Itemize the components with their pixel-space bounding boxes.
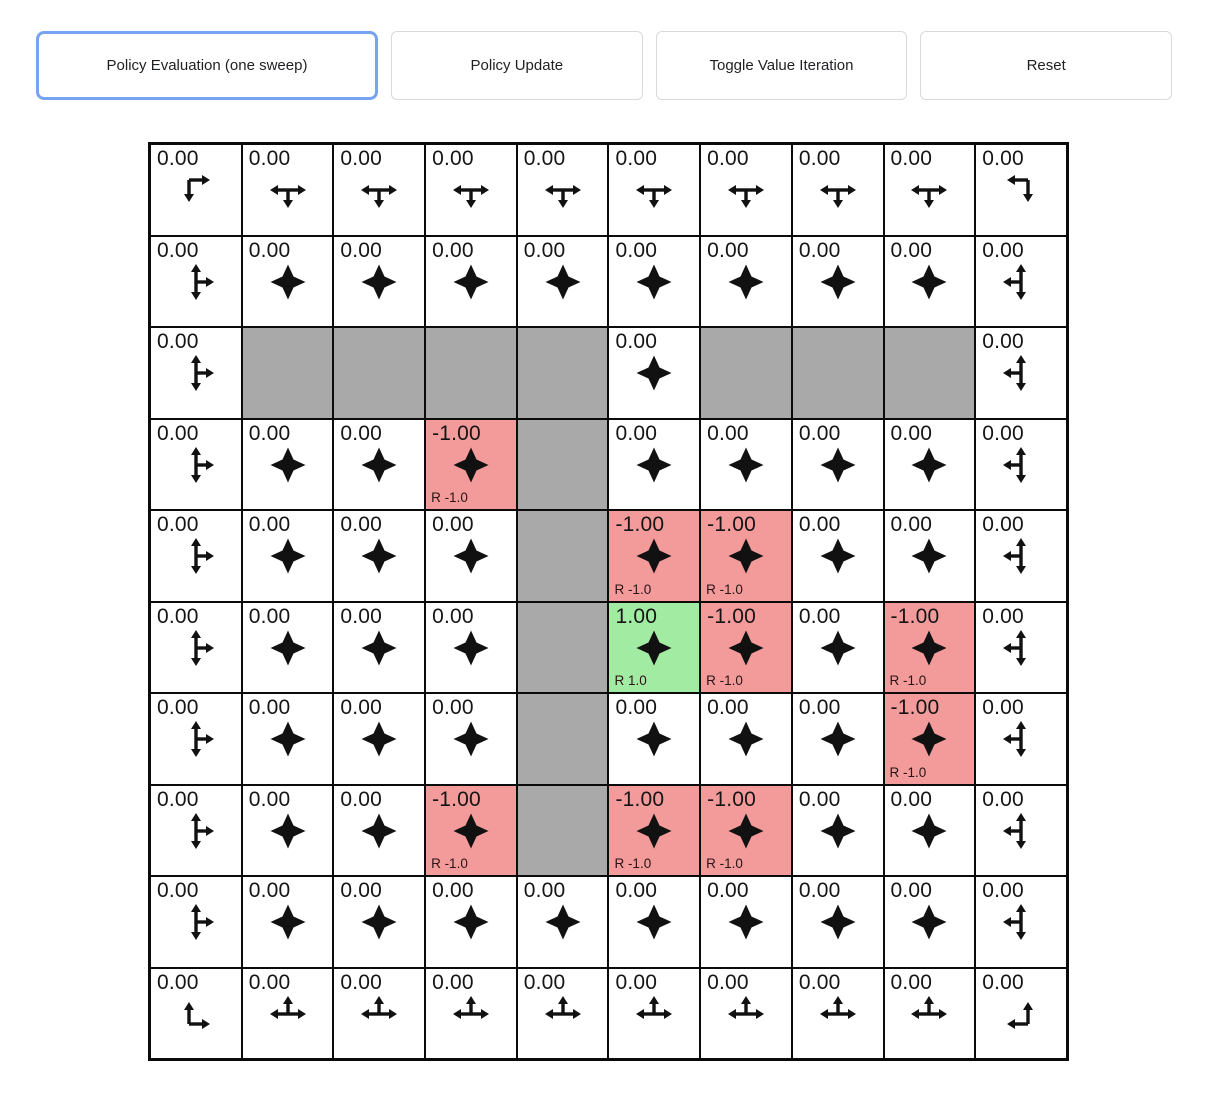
cell-reward: R 1.0 xyxy=(614,673,647,688)
grid-cell[interactable] xyxy=(700,236,792,328)
cell-value: 0.00 xyxy=(798,147,841,170)
wall-cell xyxy=(517,785,609,877)
policy-arrow-icon xyxy=(268,994,308,1034)
grid-cell[interactable] xyxy=(242,693,334,785)
cell-value: 0.00 xyxy=(707,879,749,902)
grid-cell[interactable] xyxy=(700,144,792,236)
cell-value: -1.00 xyxy=(707,513,756,536)
cell-value: -1.00 xyxy=(890,604,940,628)
cell-value: 1.00 xyxy=(615,604,658,628)
grid-cell[interactable] xyxy=(608,236,700,328)
cell-value: 0.00 xyxy=(890,147,933,170)
grid-cell[interactable] xyxy=(608,419,700,511)
grid-cell[interactable] xyxy=(700,785,792,877)
cell-value: 0.00 xyxy=(340,421,383,445)
grid-cell[interactable] xyxy=(792,876,884,968)
grid-cell[interactable] xyxy=(333,236,425,328)
grid-cell[interactable] xyxy=(884,876,976,968)
cell-reward: R -1.0 xyxy=(706,581,743,597)
policy-arrow-icon xyxy=(359,902,399,942)
policy-arrow-icon xyxy=(909,902,949,942)
cell-value: 0.00 xyxy=(982,696,1024,719)
policy-arrow-icon xyxy=(176,628,216,668)
policy-arrow-icon xyxy=(451,902,491,942)
cell-reward: R -1.0 xyxy=(706,856,743,871)
cell-value: -1.00 xyxy=(615,513,665,536)
wall-cell xyxy=(884,327,976,419)
policy-arrow-icon xyxy=(451,811,491,851)
policy-arrow-icon xyxy=(451,262,491,302)
cell-reward: R -1.0 xyxy=(889,673,927,688)
policy-arrow-icon xyxy=(1001,719,1041,759)
cell-value: 0.00 xyxy=(707,147,749,170)
policy-arrow-icon xyxy=(268,536,308,576)
cell-value: 0.00 xyxy=(340,970,383,994)
cell-value: 0.00 xyxy=(798,787,841,811)
grid-cell[interactable] xyxy=(333,968,425,1060)
grid-cell[interactable] xyxy=(608,602,700,694)
grid-cell[interactable] xyxy=(792,144,884,236)
policy-arrow-icon xyxy=(176,811,216,851)
policy-arrow-icon xyxy=(634,902,674,942)
grid-cell[interactable] xyxy=(975,236,1067,328)
grid-cell[interactable] xyxy=(792,785,884,877)
policy-arrow-icon xyxy=(359,445,399,485)
cell-value: -1.00 xyxy=(615,787,665,811)
grid-cell[interactable] xyxy=(884,785,976,877)
grid-cell[interactable] xyxy=(425,144,517,236)
grid-cell[interactable] xyxy=(792,510,884,602)
cell-value: 0.00 xyxy=(982,330,1024,353)
grid-cell[interactable] xyxy=(150,236,242,328)
wall-cell xyxy=(425,327,517,419)
policy-arrow-icon xyxy=(634,170,674,210)
cell-value: 0.00 xyxy=(982,513,1024,536)
policy-arrow-icon xyxy=(634,445,674,485)
cell-value: 0.00 xyxy=(615,696,658,719)
policy-arrow-icon xyxy=(818,811,858,851)
grid-cell[interactable] xyxy=(150,693,242,785)
grid-cell[interactable] xyxy=(792,693,884,785)
policy-arrow-icon xyxy=(634,628,674,668)
cell-value: 0.00 xyxy=(615,330,658,353)
policy-arrow-icon xyxy=(451,719,491,759)
policy-arrow-icon xyxy=(176,353,216,393)
policy-arrow-icon xyxy=(176,170,216,210)
grid-cell[interactable] xyxy=(425,876,517,968)
cell-value: 0.00 xyxy=(340,787,383,811)
grid-cell[interactable] xyxy=(242,419,334,511)
cell-value: 0.00 xyxy=(157,513,199,536)
policy-arrow-icon xyxy=(909,994,949,1034)
cell-value: 0.00 xyxy=(798,696,841,719)
cell-value: 0.00 xyxy=(982,879,1024,902)
grid-cell[interactable] xyxy=(333,785,425,877)
cell-value: 0.00 xyxy=(982,970,1024,994)
policy-arrow-icon xyxy=(726,902,766,942)
cell-value: 0.00 xyxy=(248,147,291,170)
policy-arrow-icon xyxy=(1001,262,1041,302)
grid-cell[interactable] xyxy=(333,144,425,236)
policy-arrow-icon xyxy=(359,811,399,851)
cell-value: 0.00 xyxy=(157,879,199,902)
grid-cell[interactable] xyxy=(792,419,884,511)
policy-arrow-icon xyxy=(176,536,216,576)
grid-cell[interactable] xyxy=(333,419,425,511)
policy-arrow-icon xyxy=(1001,445,1041,485)
policy-arrow-icon xyxy=(909,811,949,851)
grid-cell[interactable] xyxy=(608,693,700,785)
policy-arrow-icon xyxy=(818,994,858,1034)
grid-cell[interactable] xyxy=(884,968,976,1060)
policy-arrow-icon xyxy=(1001,353,1041,393)
grid-cell[interactable] xyxy=(242,236,334,328)
policy-arrow-icon xyxy=(359,536,399,576)
grid-cell[interactable] xyxy=(884,510,976,602)
cell-value: 0.00 xyxy=(982,147,1024,170)
grid-cell[interactable] xyxy=(884,236,976,328)
cell-value: -1.00 xyxy=(707,787,756,811)
cell-reward: R -1.0 xyxy=(431,490,468,505)
policy-arrow-icon xyxy=(634,719,674,759)
policy-arrow-icon xyxy=(1001,628,1041,668)
grid-cell[interactable] xyxy=(975,602,1067,694)
grid-cell[interactable] xyxy=(608,968,700,1060)
policy-arrow-icon xyxy=(1001,170,1041,210)
grid-cell[interactable] xyxy=(792,968,884,1060)
policy-arrow-icon xyxy=(451,628,491,668)
policy-arrow-icon xyxy=(359,719,399,759)
policy-evaluation-button[interactable]: Policy Evaluation (one sweep) xyxy=(36,31,378,100)
cell-value: 0.00 xyxy=(157,787,199,811)
cell-reward: R -1.0 xyxy=(706,673,743,688)
cell-value: 0.00 xyxy=(798,879,841,902)
cell-value: 0.00 xyxy=(615,238,658,262)
policy-arrow-icon xyxy=(359,994,399,1034)
cell-value: 0.00 xyxy=(432,879,474,902)
policy-arrow-icon xyxy=(909,262,949,302)
grid-cell[interactable] xyxy=(425,419,517,511)
policy-arrow-icon xyxy=(909,536,949,576)
cell-value: 0.00 xyxy=(432,604,474,628)
cell-value: -1.00 xyxy=(432,787,481,811)
cell-value: 0.00 xyxy=(248,879,291,902)
cell-value: -1.00 xyxy=(890,696,940,719)
policy-arrow-icon xyxy=(634,353,674,393)
policy-arrow-icon xyxy=(176,994,216,1034)
cell-value: 0.00 xyxy=(982,787,1024,811)
policy-arrow-icon xyxy=(451,445,491,485)
cell-value: 0.00 xyxy=(523,970,566,994)
grid-cell[interactable] xyxy=(792,236,884,328)
cell-value: 0.00 xyxy=(707,696,749,719)
policy-arrow-icon xyxy=(268,445,308,485)
grid-cell[interactable] xyxy=(700,876,792,968)
grid-cell[interactable] xyxy=(608,785,700,877)
cell-value: 0.00 xyxy=(340,238,383,262)
cell-value: 0.00 xyxy=(340,879,383,902)
cell-reward: R -1.0 xyxy=(614,856,652,871)
policy-arrow-icon xyxy=(268,262,308,302)
policy-arrow-icon xyxy=(1001,536,1041,576)
grid-cell[interactable] xyxy=(517,968,609,1060)
policy-arrow-icon xyxy=(268,902,308,942)
policy-arrow-icon xyxy=(359,262,399,302)
cell-value: 0.00 xyxy=(890,879,933,902)
policy-arrow-icon xyxy=(268,628,308,668)
cell-value: 0.00 xyxy=(798,970,841,994)
grid-cell[interactable] xyxy=(150,327,242,419)
grid-cell[interactable] xyxy=(242,510,334,602)
policy-update-button[interactable]: Policy Update xyxy=(391,31,643,100)
policy-arrow-icon xyxy=(726,719,766,759)
policy-arrow-icon xyxy=(268,811,308,851)
policy-arrow-icon xyxy=(818,170,858,210)
grid-cell[interactable] xyxy=(425,785,517,877)
grid-cell[interactable] xyxy=(975,876,1067,968)
cell-value: -1.00 xyxy=(432,421,481,445)
cell-value: 0.00 xyxy=(340,696,383,719)
policy-arrow-icon xyxy=(818,628,858,668)
policy-arrow-icon xyxy=(726,811,766,851)
cell-value: 0.00 xyxy=(432,238,474,262)
cell-value: 0.00 xyxy=(982,604,1024,628)
grid-cell[interactable] xyxy=(425,693,517,785)
policy-arrow-icon xyxy=(726,536,766,576)
cell-reward: R -1.0 xyxy=(431,856,468,871)
cell-value: 0.00 xyxy=(615,147,658,170)
grid-cell[interactable] xyxy=(700,419,792,511)
cell-value: 0.00 xyxy=(432,970,474,994)
cell-value: 0.00 xyxy=(157,604,199,628)
policy-arrow-icon xyxy=(359,628,399,668)
cell-value: 0.00 xyxy=(157,970,199,994)
cell-value: 0.00 xyxy=(157,696,199,719)
policy-arrow-icon xyxy=(909,170,949,210)
grid-cell[interactable] xyxy=(700,693,792,785)
grid-cell[interactable] xyxy=(608,144,700,236)
cell-value: 0.00 xyxy=(615,421,658,445)
grid-cell[interactable] xyxy=(975,327,1067,419)
policy-arrow-icon xyxy=(543,170,583,210)
grid-cell[interactable] xyxy=(792,602,884,694)
grid-cell[interactable] xyxy=(975,419,1067,511)
cell-value: 0.00 xyxy=(523,238,566,262)
reset-button[interactable]: Reset xyxy=(920,31,1172,100)
grid-cell[interactable] xyxy=(242,144,334,236)
policy-arrow-icon xyxy=(268,719,308,759)
cell-value: 0.00 xyxy=(798,604,841,628)
wall-cell xyxy=(517,327,609,419)
cell-value: 0.00 xyxy=(890,421,933,445)
policy-arrow-icon xyxy=(818,262,858,302)
grid-cell[interactable] xyxy=(425,236,517,328)
grid-cell[interactable] xyxy=(884,144,976,236)
grid-cell[interactable] xyxy=(517,876,609,968)
wall-cell xyxy=(517,693,609,785)
wall-cell xyxy=(242,327,334,419)
cell-value: 0.00 xyxy=(248,513,291,536)
grid-cell[interactable] xyxy=(884,602,976,694)
policy-arrow-icon xyxy=(176,445,216,485)
policy-arrow-icon xyxy=(268,170,308,210)
wall-cell xyxy=(517,419,609,511)
cell-value: 0.00 xyxy=(340,604,383,628)
policy-arrow-icon xyxy=(543,902,583,942)
cell-value: -1.00 xyxy=(707,604,756,628)
policy-arrow-icon xyxy=(1001,811,1041,851)
grid-cell[interactable] xyxy=(608,876,700,968)
grid-cell[interactable] xyxy=(975,144,1067,236)
policy-arrow-icon xyxy=(726,628,766,668)
grid-cell[interactable] xyxy=(517,144,609,236)
grid-cell[interactable] xyxy=(425,602,517,694)
grid-cell[interactable] xyxy=(333,602,425,694)
cell-reward: R -1.0 xyxy=(889,764,927,780)
grid-cell[interactable] xyxy=(975,968,1067,1060)
grid-cell[interactable] xyxy=(425,510,517,602)
grid-cell[interactable] xyxy=(884,419,976,511)
policy-arrow-icon xyxy=(543,994,583,1034)
cell-value: 0.00 xyxy=(248,970,291,994)
grid-cell[interactable] xyxy=(150,510,242,602)
cell-value: 0.00 xyxy=(432,513,474,536)
policy-arrow-icon xyxy=(818,445,858,485)
cell-reward: R -1.0 xyxy=(614,581,652,597)
gridworld xyxy=(148,142,1069,1061)
policy-arrow-icon xyxy=(176,262,216,302)
cell-value: 0.00 xyxy=(248,696,291,719)
cell-value: 0.00 xyxy=(982,238,1024,262)
cell-value: 0.00 xyxy=(890,970,933,994)
cell-value: 0.00 xyxy=(432,696,474,719)
policy-arrow-icon xyxy=(451,536,491,576)
grid-cell[interactable] xyxy=(242,602,334,694)
cell-value: 0.00 xyxy=(248,421,291,445)
cell-value: 0.00 xyxy=(890,787,933,811)
grid-cell[interactable] xyxy=(150,419,242,511)
grid-cell[interactable] xyxy=(975,785,1067,877)
policy-arrow-icon xyxy=(1001,994,1041,1034)
toolbar xyxy=(36,31,1172,100)
cell-value: 0.00 xyxy=(798,421,841,445)
cell-value: 0.00 xyxy=(340,513,383,536)
policy-arrow-icon xyxy=(451,170,491,210)
policy-arrow-icon xyxy=(1001,902,1041,942)
cell-value: 0.00 xyxy=(890,238,933,262)
grid-cell[interactable] xyxy=(333,510,425,602)
grid-cell[interactable] xyxy=(700,968,792,1060)
policy-arrow-icon xyxy=(359,170,399,210)
cell-value: 0.00 xyxy=(248,238,291,262)
grid-cell[interactable] xyxy=(150,876,242,968)
grid-cell[interactable] xyxy=(150,144,242,236)
cell-value: 0.00 xyxy=(890,513,933,536)
grid-cell[interactable] xyxy=(242,968,334,1060)
gridworld-container xyxy=(148,142,1208,1061)
cell-value: 0.00 xyxy=(798,513,841,536)
grid-cell[interactable] xyxy=(517,236,609,328)
cell-value: 0.00 xyxy=(523,879,566,902)
cell-value: 0.00 xyxy=(523,147,566,170)
cell-value: 0.00 xyxy=(157,421,199,445)
cell-value: 0.00 xyxy=(432,147,474,170)
cell-value: 0.00 xyxy=(982,421,1024,445)
grid-cell[interactable] xyxy=(975,510,1067,602)
wall-cell xyxy=(517,602,609,694)
cell-value: 0.00 xyxy=(707,970,749,994)
grid-cell[interactable] xyxy=(608,510,700,602)
cell-value: 0.00 xyxy=(707,421,749,445)
grid-cell[interactable] xyxy=(608,327,700,419)
grid-cell[interactable] xyxy=(333,693,425,785)
grid-cell[interactable] xyxy=(150,602,242,694)
policy-arrow-icon xyxy=(451,994,491,1034)
toggle-value-iteration-button[interactable]: Toggle Value Iteration xyxy=(656,31,908,100)
cell-value: 0.00 xyxy=(615,970,658,994)
grid-cell[interactable] xyxy=(700,510,792,602)
cell-value: 0.00 xyxy=(157,147,199,170)
policy-arrow-icon xyxy=(634,262,674,302)
cell-value: 0.00 xyxy=(248,787,291,811)
policy-arrow-icon xyxy=(726,262,766,302)
wall-cell xyxy=(792,327,884,419)
wall-cell xyxy=(700,327,792,419)
policy-arrow-icon xyxy=(726,994,766,1034)
grid-cell[interactable] xyxy=(242,785,334,877)
policy-arrow-icon xyxy=(818,536,858,576)
cell-value: 0.00 xyxy=(248,604,291,628)
policy-arrow-icon xyxy=(909,445,949,485)
grid-cell[interactable] xyxy=(242,876,334,968)
grid-cell[interactable] xyxy=(975,693,1067,785)
cell-value: 0.00 xyxy=(615,879,658,902)
grid-cell[interactable] xyxy=(150,968,242,1060)
cell-value: 0.00 xyxy=(157,330,199,353)
policy-arrow-icon xyxy=(634,536,674,576)
grid-cell[interactable] xyxy=(150,785,242,877)
policy-arrow-icon xyxy=(726,170,766,210)
policy-arrow-icon xyxy=(543,262,583,302)
cell-value: 0.00 xyxy=(340,147,383,170)
policy-arrow-icon xyxy=(176,719,216,759)
policy-arrow-icon xyxy=(818,902,858,942)
policy-arrow-icon xyxy=(909,628,949,668)
grid-cell[interactable] xyxy=(884,693,976,785)
wall-cell xyxy=(517,510,609,602)
cell-value: 0.00 xyxy=(157,238,199,262)
wall-cell xyxy=(333,327,425,419)
grid-cell[interactable] xyxy=(333,876,425,968)
cell-value: 0.00 xyxy=(798,238,841,262)
grid-cell[interactable] xyxy=(425,968,517,1060)
policy-arrow-icon xyxy=(726,445,766,485)
policy-arrow-icon xyxy=(176,902,216,942)
policy-arrow-icon xyxy=(909,719,949,759)
cell-value: 0.00 xyxy=(707,238,749,262)
grid-cell[interactable] xyxy=(700,602,792,694)
policy-arrow-icon xyxy=(818,719,858,759)
policy-arrow-icon xyxy=(634,811,674,851)
policy-arrow-icon xyxy=(634,994,674,1034)
